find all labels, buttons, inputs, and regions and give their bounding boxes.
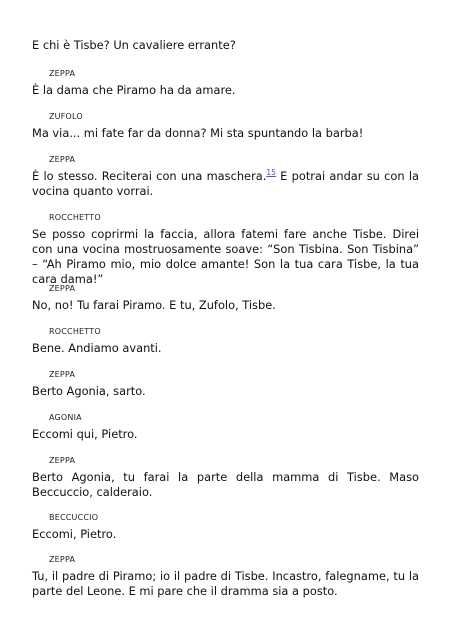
- speaker-label: ZEPPA: [49, 456, 76, 465]
- dialogue-line: Eccomi qui, Pietro.: [32, 427, 138, 441]
- dialogue-line: Tu, il padre di Piramo; io il padre di Tisbe. Incastro, falegname, tu la parte del Leone. E mi pare che il dramma sia a posto.: [32, 569, 419, 598]
- dialogue-line: Ma via... mi fate far da donna? Mi sta spuntando la barba!: [32, 126, 364, 140]
- dialogue-line: No, no! Tu farai Piramo. E tu, Zufolo, Tisbe.: [32, 298, 276, 312]
- dialogue-line: Bene. Andiamo avanti.: [32, 341, 162, 355]
- dialogue-block-6: [32, 284, 419, 313]
- dialogue-block-1: [32, 38, 419, 53]
- dialogue-block-4: [32, 155, 419, 199]
- dialogue-block-7: [32, 327, 419, 356]
- dialogue-line: Eccomi, Pietro.: [32, 527, 117, 541]
- dialogue-block-5: [32, 213, 419, 287]
- dialogue-line: E chi è Tisbe? Un cavaliere errante?: [32, 38, 236, 52]
- speaker-label: ROCCHETTO: [49, 327, 101, 336]
- dialogue-line: Berto Agonia, sarto.: [32, 384, 146, 398]
- speaker-label: BECCUCCIO: [49, 513, 99, 522]
- dialogue-line: Se posso coprirmi la faccia, allora fatemi fare anche Tisbe. Direi con una vocina mostruosamente soave: “Son Tisbina. Son Tisbina” – “Ah Piramo mio, mio dolce amante! Son la tua cara Tisbe, la tua cara dama!”: [32, 227, 419, 286]
- speaker-label: ROCCHETTO: [49, 213, 101, 222]
- speaker-label: AGONIA: [49, 413, 82, 422]
- dialogue-block-3: [32, 112, 419, 141]
- speaker-label: ZEPPA: [49, 284, 76, 293]
- dialogue-line: Berto Agonia, tu farai la parte della mamma di Tisbe. Maso Beccuccio, calderaio.: [32, 470, 419, 499]
- speaker-label: ZEPPA: [49, 370, 76, 379]
- speaker-label: ZEPPA: [49, 69, 76, 78]
- dialogue-text: È lo stesso. Reciterai con una maschera.: [32, 169, 267, 183]
- speaker-label: ZUFOLO: [49, 112, 83, 121]
- dialogue-text: E potrai andar su con la vocina quanto vorrai.: [32, 169, 419, 198]
- footnote-link[interactable]: 15: [266, 168, 276, 178]
- dialogue-line: È la dama che Piramo ha da amare.: [32, 83, 236, 97]
- speaker-label: ZEPPA: [49, 155, 76, 164]
- dialogue-block-10: [32, 456, 419, 500]
- dialogue-block-12: [32, 555, 419, 599]
- speaker-label: ZEPPA: [49, 555, 76, 564]
- dialogue-line: [32, 169, 419, 199]
- dialogue-block-2: [32, 69, 419, 98]
- dialogue-block-9: [32, 413, 419, 442]
- dialogue-block-11: [32, 513, 419, 542]
- dialogue-block-8: [32, 370, 419, 399]
